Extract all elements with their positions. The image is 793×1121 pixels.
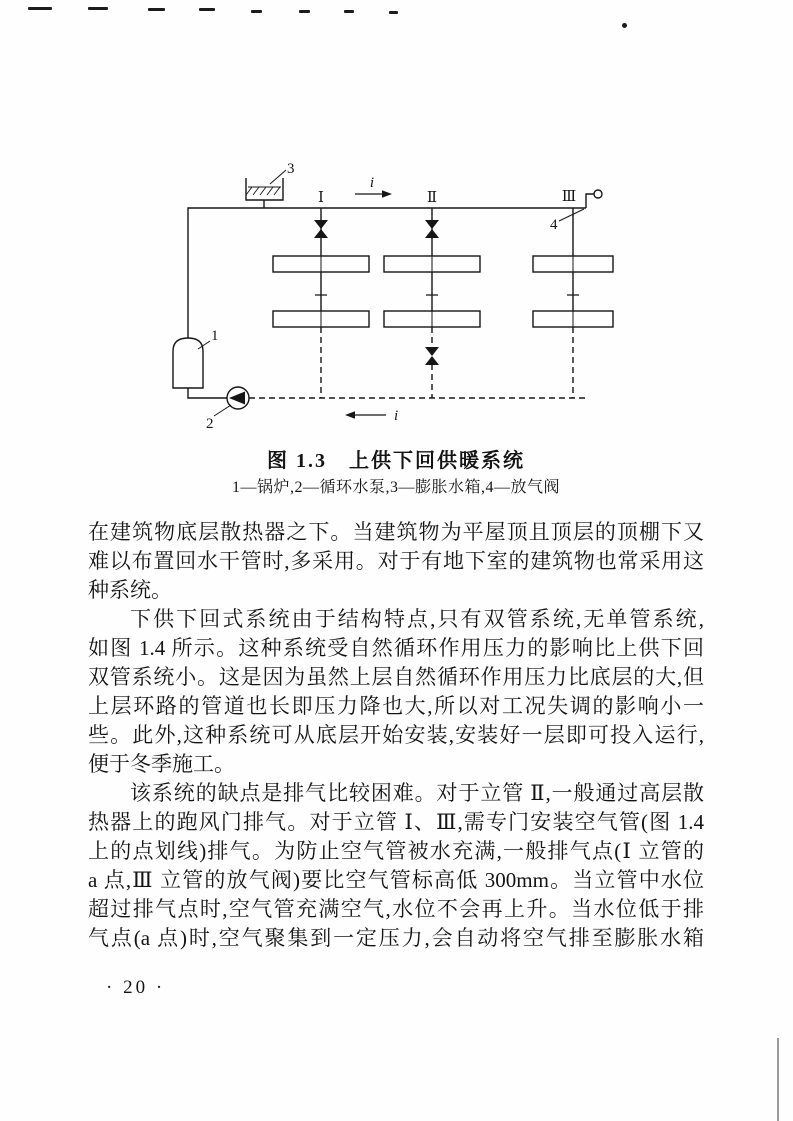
text-line: 双管系统小。这是因为虽然上层自然循环作用压力比底层的大,但 — [88, 665, 704, 689]
scan-artifact-edge — [777, 1038, 779, 1121]
boiler — [173, 338, 203, 388]
scan-artifact-dash — [148, 8, 165, 11]
page-number: · 20 · — [106, 977, 166, 998]
air-valve-stub — [586, 194, 594, 208]
text-line: 在建筑物底层散热器之下。当建筑物为平屋顶且顶层的顶棚下又 — [88, 520, 704, 544]
scan-artifact-dash — [251, 10, 262, 13]
scan-artifact-dash — [199, 8, 215, 11]
scan-artifact-dot — [622, 23, 627, 28]
figure-1-3-diagram — [148, 148, 648, 440]
label-boiler: 1 — [211, 328, 219, 344]
text-line: 超过排气点时,空气管充满空气,水位不会再上升。当水位低于排 — [88, 897, 704, 921]
label-riser-1: Ⅰ — [318, 190, 324, 206]
radiator-connection — [321, 256, 573, 327]
text-line: a 点,Ⅲ 立管的放气阀)要比空气管标高低 300mm。当立管中水位 — [88, 868, 704, 892]
text-line: 难以布置回水干管时,多采用。对于有地下室的建筑物也常采用这 — [88, 549, 704, 573]
label-flow-bottom: i — [394, 408, 399, 424]
leader-2 — [214, 405, 231, 416]
air-valve-icon — [594, 190, 602, 198]
pump-boiler-pipe — [188, 388, 227, 398]
tank-water-hatch — [246, 187, 280, 195]
label-tank: 3 — [287, 161, 295, 177]
valve-icon — [425, 347, 439, 365]
scan-artifact-dash — [88, 7, 108, 10]
figure-legend: 1—锅炉,2—循环水泵,3—膨胀水箱,4—放气阀 — [231, 479, 560, 496]
pump-impeller-icon — [229, 392, 245, 405]
body-text — [88, 518, 704, 953]
text-line: 下供下回式系统由于结构特点,只有双管系统,无单管系统, — [130, 607, 704, 631]
scan-artifact-dash — [389, 11, 398, 14]
text-line: 如图 1.4 所示。这种系统受自然循环作用压力的影响比上供下回 — [88, 636, 704, 660]
label-flow-top: i — [369, 175, 375, 191]
text-line: 上的点划线)排气。为防止空气管被水充满,一般排气点(Ⅰ 立管的 — [88, 839, 704, 863]
scan-artifact-dash — [299, 10, 310, 13]
text-line: 热器上的跑风门排气。对于立管 Ⅰ、Ⅲ,需专门安装空气管(图 1.4 — [88, 810, 704, 834]
label-pump: 2 — [206, 416, 214, 432]
text-line: 气点(a 点)时,空气聚集到一定压力,会自动将空气排至膨胀水箱 — [88, 926, 704, 950]
text-line: 种系统。 — [88, 578, 172, 602]
leader-4 — [559, 209, 584, 221]
scan-artifact-dash — [28, 7, 52, 10]
text-line: 上层环路的管道也长即压力降也大,所以对工况失调的影响小一 — [88, 694, 704, 718]
flow-arrow-bottom-head — [345, 411, 355, 419]
flow-arrow-top-head — [382, 190, 392, 198]
text-line: 该系统的缺点是排气比较困难。对于立管 Ⅱ,一般通过高层散 — [130, 781, 704, 805]
label-air-valve: 4 — [550, 217, 558, 233]
text-line: 些。此外,这种系统可从底层开始安装,安装好一层即可投入运行, — [88, 723, 704, 747]
label-riser-3: Ⅲ — [561, 189, 577, 205]
valve-icon — [425, 220, 439, 238]
label-riser-2: Ⅱ — [426, 190, 438, 206]
supply-main-pipe — [188, 208, 586, 338]
text-line: 便于冬季施工。 — [88, 752, 235, 776]
valve-icon — [314, 220, 328, 238]
figure-caption: 图 1.3 上供下回供暖系统 — [267, 450, 525, 472]
scan-artifact-dash — [344, 10, 354, 13]
